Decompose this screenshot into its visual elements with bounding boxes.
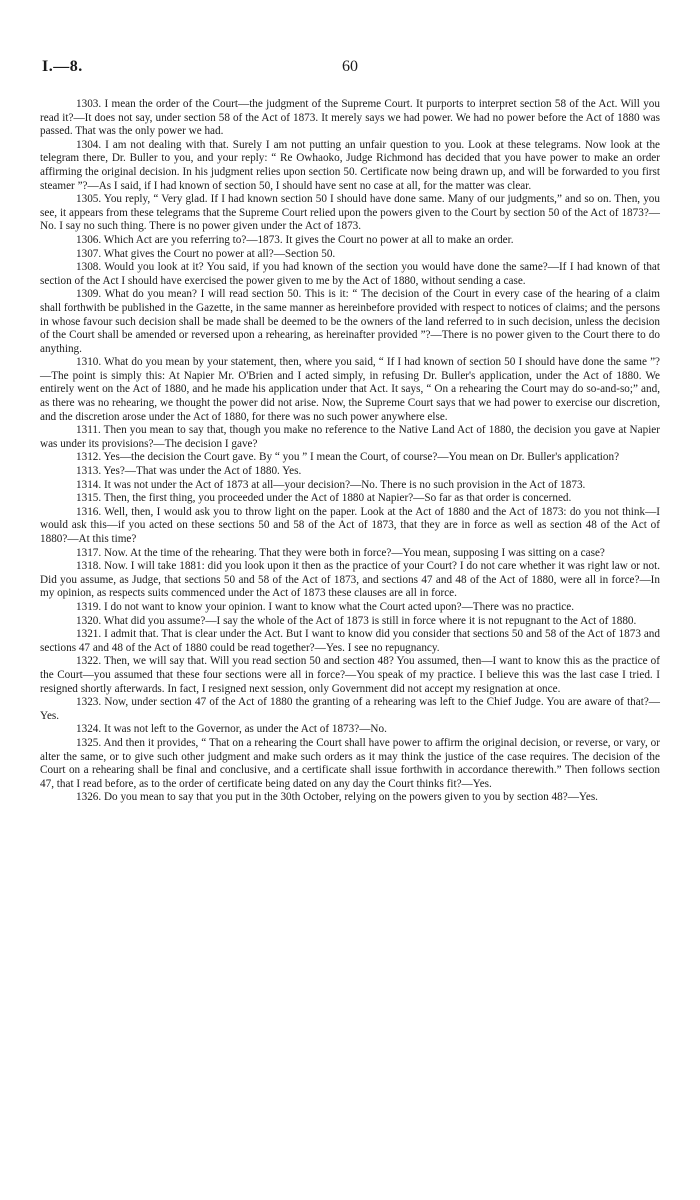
question-1313: 1313. Yes?—That was under the Act of 1880. Yes. bbox=[76, 465, 302, 478]
page-number: 60 bbox=[342, 58, 358, 75]
question-1316: 1316. Well, then, I would ask you to throw light on the paper. Look at the Act of 1880 and the Act of 1873: do you not think—I would ask this—if you acted on these sections 50 and 58 of the Act of 1873, that they are in force as well as section 48 of the Act of 1880?—At this time? bbox=[40, 505, 660, 545]
question-1312: 1312. Yes—the decision the Court gave. By “ you ” I mean the Court, of course?—You mean on Dr. Buller's application? bbox=[76, 451, 620, 464]
question-1311: 1311. Then you mean to say that, though you make no reference to the Native Land Act of 1880, the decision you gave at Napier was under its provisions?—The decision I gave? bbox=[40, 424, 660, 450]
question-1322: 1322. Then, we will say that. Will you read section 50 and section 48? You assumed, then—I want to know this as the practice of the Court—you assumed that these four sections were all in force?—You speak of my practice. I believe this was the last case I tried. I resigned shortly afterwards. In fact, I resigned next session, only Government did not accept my resignation at once. bbox=[40, 655, 660, 695]
document-reference: I.—8. bbox=[42, 58, 83, 75]
question-1318: 1318. Now. I will take 1881: did you look upon it then as the practice of your Court? I do not care whether it was right law or not. Did you assume, as Judge, that sections 50 and 58 of the Act of 1873, and sections 47 and 48 of the Act of 1880, were all in force?—In my opinion, as respects suits commenced under the Act of 1873 these clauses are all in force. bbox=[40, 560, 660, 600]
question-1307: 1307. What gives the Court no power at all?—Section 50. bbox=[76, 247, 336, 260]
question-1319: 1319. I do not want to know your opinion. I want to know what the Court acted upon?—There was no practice. bbox=[76, 600, 575, 613]
question-1323: 1323. Now, under section 47 of the Act of 1880 the granting of a rehearing was left to the Chief Judge. You are aware of that?—Yes. bbox=[40, 696, 660, 722]
question-1321: 1321. I admit that. That is clear under the Act. But I want to know did you consider that sections 50 and 58 of the Act of 1873 and sections 47 and 48 of the Act of 1880 could be read together?—Yes. I see no repugnancy. bbox=[40, 628, 660, 654]
question-1310: 1310. What do you mean by your statement, then, where you said, “ If I had known of section 50 I should have done the same ”?—The point is simply this: At Napier Mr. O'Brien and I acted simply, in refusing Dr. Buller's application, under the Act of 1880. We entirely went on the Act of 1880, and he made his application under that Act. It says, “ On a rehearing the Court may do so-and-so;” and, as there was no rehearing, we thought the power did not arise. Now, the Supreme Court says that we had power to exercise our discretion, and the discretion arose under the Act of 1880, for there was no such power anywhere else. bbox=[40, 356, 660, 423]
question-1303: 1303. I mean the order of the Court—the judgment of the Supreme Court. It purports to interpret section 58 of the Act. Will you read it?—It does not say, under section 58 of the Act of 1873. It merely says we had power. We had no power before the Act of 1880 was passed. That was the only power we had. bbox=[40, 98, 660, 138]
question-1314: 1314. It was not under the Act of 1873 at all—your decision?—No. There is no such provision in the Act of 1873. bbox=[76, 478, 586, 491]
question-1305: 1305. You reply, “ Very glad. If I had known section 50 I should have done same. Many of our judgments,” and so on. Then, you see, it appears from these telegrams that the Supreme Court relied upon the powers given to the Court by section 50 of the Act of 1873?—No. I say no such thing. There is no power given under the Act of 1873. bbox=[40, 193, 660, 233]
question-1315: 1315. Then, the first thing, you proceeded under the Act of 1880 at Napier?—So far as that order is concerned. bbox=[76, 492, 572, 505]
page-header bbox=[40, 58, 660, 98]
question-1308: 1308. Would you look at it? You said, if you had known of the section you would have done the same?—If I had known of that section of the Act I should have exercised the power given to me by the Act of 1880, without sending a case. bbox=[40, 261, 660, 287]
question-1306: 1306. Which Act are you referring to?—1873. It gives the Court no power at all to make an order. bbox=[76, 233, 514, 246]
question-1309: 1309. What do you mean? I will read section 50. This is it: “ The decision of the Court in every case of the hearing of a claim shall forthwith be published in the Gazette, in the same manner as hereinbefore provided with respect to notices of claims; and the persons in whose favour such decision shall be made shall be deemed to be the owners of the land referred to in such decision, unless the decision of the Court shall be amended or reversed upon a rehearing, as hereinafter provided ”?—There is no power given to the Court there to do anything. bbox=[40, 288, 660, 355]
question-1304: 1304. I am not dealing with that. Surely I am not putting an unfair question to you. Look at these telegrams. Now look at the telegram there, Dr. Buller to you, and your reply: “ Re Owhaoko, Judge Richmond has decided that you have power to make an order affirming the original decision. In his judgment relies upon section 50. Certificate now being drawn up, and will be forwarded to you first steamer ”?—As I said, if I had known of section 50, I should have sent no case at all, for the matter was clear. bbox=[40, 138, 660, 192]
question-1325: 1325. And then it provides, “ That on a rehearing the Court shall have power to affirm the original decision, or reverse, or vary, or alter the same, or to give such other judgment and make such orders as it may think the justice of the case requires. The decision of the Court on a rehearing shall be final and conclusive, and a certificate shall issue forthwith in accordance therewith.” Then follows section 47, that I read before, as to the order of certificate being dated on any day the Court thinks fit?—Yes. bbox=[40, 736, 660, 790]
question-1324: 1324. It was not left to the Governor, as under the Act of 1873?—No. bbox=[76, 723, 387, 736]
question-1317: 1317. Now. At the time of the rehearing. That they were both in force?—You mean, supposing I was sitting on a case? bbox=[76, 546, 605, 559]
question-1320: 1320. What did you assume?—I say the whole of the Act of 1873 is still in force where it is not repugnant to the Act of 1880. bbox=[76, 614, 637, 627]
testimony-body bbox=[40, 98, 660, 805]
question-1326: 1326. Do you mean to say that you put in the 30th October, relying on the powers given to you by section 48?—Yes. bbox=[76, 791, 598, 804]
